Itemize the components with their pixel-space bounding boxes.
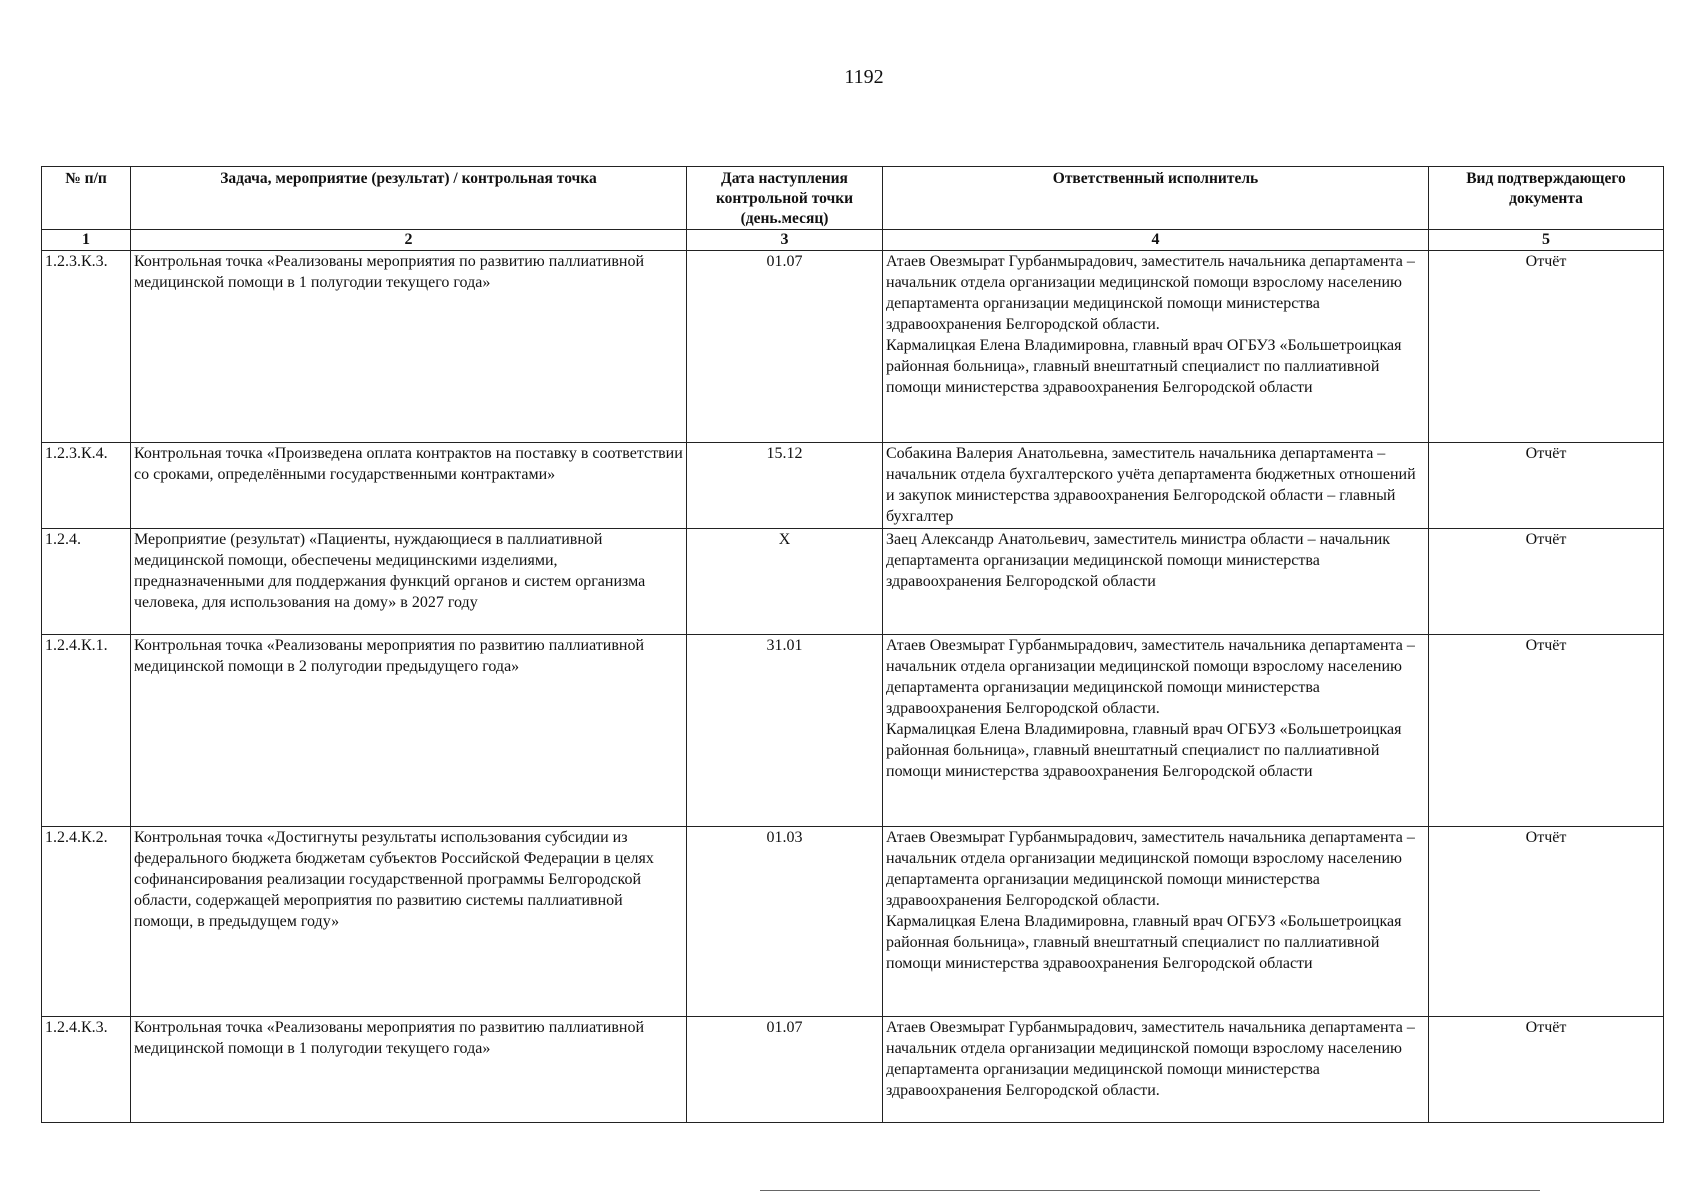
row-document: Отчёт — [1429, 1017, 1664, 1123]
row-responsible — [883, 1017, 1429, 1123]
column-number: 4 — [883, 230, 1429, 251]
page-number: 1192 — [844, 66, 884, 88]
header-document: Вид подтверждающего документа — [1429, 167, 1664, 230]
row-responsible — [883, 635, 1429, 827]
responsible-entry: Кармалицкая Елена Владимировна, главный врач ОГБУЗ «Большетроицкая районная больница», главный внештатный специалист по паллиативной помощи министерства здравоохранения Белгородской области — [886, 337, 1402, 396]
column-number: 1 — [42, 230, 131, 251]
table-header-row — [42, 167, 1664, 230]
table-row — [42, 529, 1664, 635]
row-document: Отчёт — [1429, 443, 1664, 529]
responsible-entry: Атаев Овезмырат Гурбанмырадович, заместитель начальника департамента – начальник отдела организации медицинской помощи взрослому населению департамента организации медицинской помощи министерства здравоохранения Белгородской области. — [886, 829, 1415, 909]
header-task: Задача, мероприятие (результат) / контрольная точка — [131, 167, 687, 230]
row-task: Мероприятие (результат) «Пациенты, нуждающиеся в паллиативной медицинской помощи, обеспечены медицинскими изделиями, предназначенными для поддержания функций органов и систем организма человека, для использования на дому» в 2027 году — [131, 529, 687, 635]
row-number: 1.2.3.К.3. — [42, 251, 131, 443]
row-number: 1.2.4.К.1. — [42, 635, 131, 827]
table-row — [42, 635, 1664, 827]
row-document: Отчёт — [1429, 251, 1664, 443]
row-document: Отчёт — [1429, 529, 1664, 635]
row-task: Контрольная точка «Реализованы мероприятия по развитию паллиативной медицинской помощи в 1 полугодии текущего года» — [131, 251, 687, 443]
row-number: 1.2.3.К.4. — [42, 443, 131, 529]
responsible-entry: Кармалицкая Елена Владимировна, главный врач ОГБУЗ «Большетроицкая районная больница», главный внештатный специалист по паллиативной помощи министерства здравоохранения Белгородской области — [886, 913, 1402, 972]
row-date: 01.07 — [687, 1017, 883, 1123]
table-row — [42, 827, 1664, 1017]
column-numbers-row — [42, 230, 1664, 251]
row-date: 15.12 — [687, 443, 883, 529]
row-responsible — [883, 529, 1429, 635]
header-responsible: Ответственный исполнитель — [883, 167, 1429, 230]
row-date: 01.07 — [687, 251, 883, 443]
responsible-entry: Атаев Овезмырат Гурбанмырадович, заместитель начальника департамента – начальник отдела организации медицинской помощи взрослому населению департамента организации медицинской помощи министерства здравоохранения Белгородской области. — [886, 637, 1415, 717]
header-num: № п/п — [42, 167, 131, 230]
table-row — [42, 443, 1664, 529]
row-number: 1.2.4.К.2. — [42, 827, 131, 1017]
row-date: 31.01 — [687, 635, 883, 827]
row-number: 1.2.4.К.3. — [42, 1017, 131, 1123]
table-row — [42, 1017, 1664, 1123]
responsible-entry: Заец Александр Анатольевич, заместитель министра области – начальник департамента организации медицинской помощи министерства здравоохранения Белгородской области — [886, 531, 1391, 590]
column-number: 3 — [687, 230, 883, 251]
control-points-table — [41, 166, 1664, 1123]
column-number: 5 — [1429, 230, 1664, 251]
responsible-entry: Атаев Овезмырат Гурбанмырадович, заместитель начальника департамента – начальник отдела организации медицинской помощи взрослому населению департамента организации медицинской помощи министерства здравоохранения Белгородской области. — [886, 1019, 1415, 1099]
row-task: Контрольная точка «Произведена оплата контрактов на поставку в соответствии со сроками, определёнными государственными контрактами» — [131, 443, 687, 529]
row-document: Отчёт — [1429, 827, 1664, 1017]
header-date: Дата наступления контрольной точки (день.месяц) — [687, 167, 883, 230]
row-number: 1.2.4. — [42, 529, 131, 635]
row-date: 01.03 — [687, 827, 883, 1017]
row-task: Контрольная точка «Реализованы мероприятия по развитию паллиативной медицинской помощи в 2 полугодии предыдущего года» — [131, 635, 687, 827]
row-date: Х — [687, 529, 883, 635]
row-responsible — [883, 827, 1429, 1017]
row-task: Контрольная точка «Реализованы мероприятия по развитию паллиативной медицинской помощи в 1 полугодии текущего года» — [131, 1017, 687, 1123]
column-number: 2 — [131, 230, 687, 251]
responsible-entry: Кармалицкая Елена Владимировна, главный врач ОГБУЗ «Большетроицкая районная больница», главный внештатный специалист по паллиативной помощи министерства здравоохранения Белгородской области — [886, 721, 1402, 780]
footer-rule — [760, 1190, 1540, 1191]
row-responsible — [883, 251, 1429, 443]
responsible-entry: Атаев Овезмырат Гурбанмырадович, заместитель начальника департамента – начальник отдела организации медицинской помощи взрослому населению департамента организации медицинской помощи министерства здравоохранения Белгородской области. — [886, 253, 1415, 333]
responsible-entry: Собакина Валерия Анатольевна, заместитель начальника департамента – начальник отдела бухгалтерского учёта департамента бюджетных отношений и закупок министерства здравоохранения Белгородской области – главный бухгалтер — [886, 445, 1416, 525]
row-task: Контрольная точка «Достигнуты результаты использования субсидии из федерального бюджета бюджетам субъектов Российской Федерации в целях софинансирования реализации государственной программы Белгородской области, содержащей мероприятия по развитию системы паллиативной помощи, в предыдущем году» — [131, 827, 687, 1017]
row-document: Отчёт — [1429, 635, 1664, 827]
table-row — [42, 251, 1664, 443]
row-responsible — [883, 443, 1429, 529]
